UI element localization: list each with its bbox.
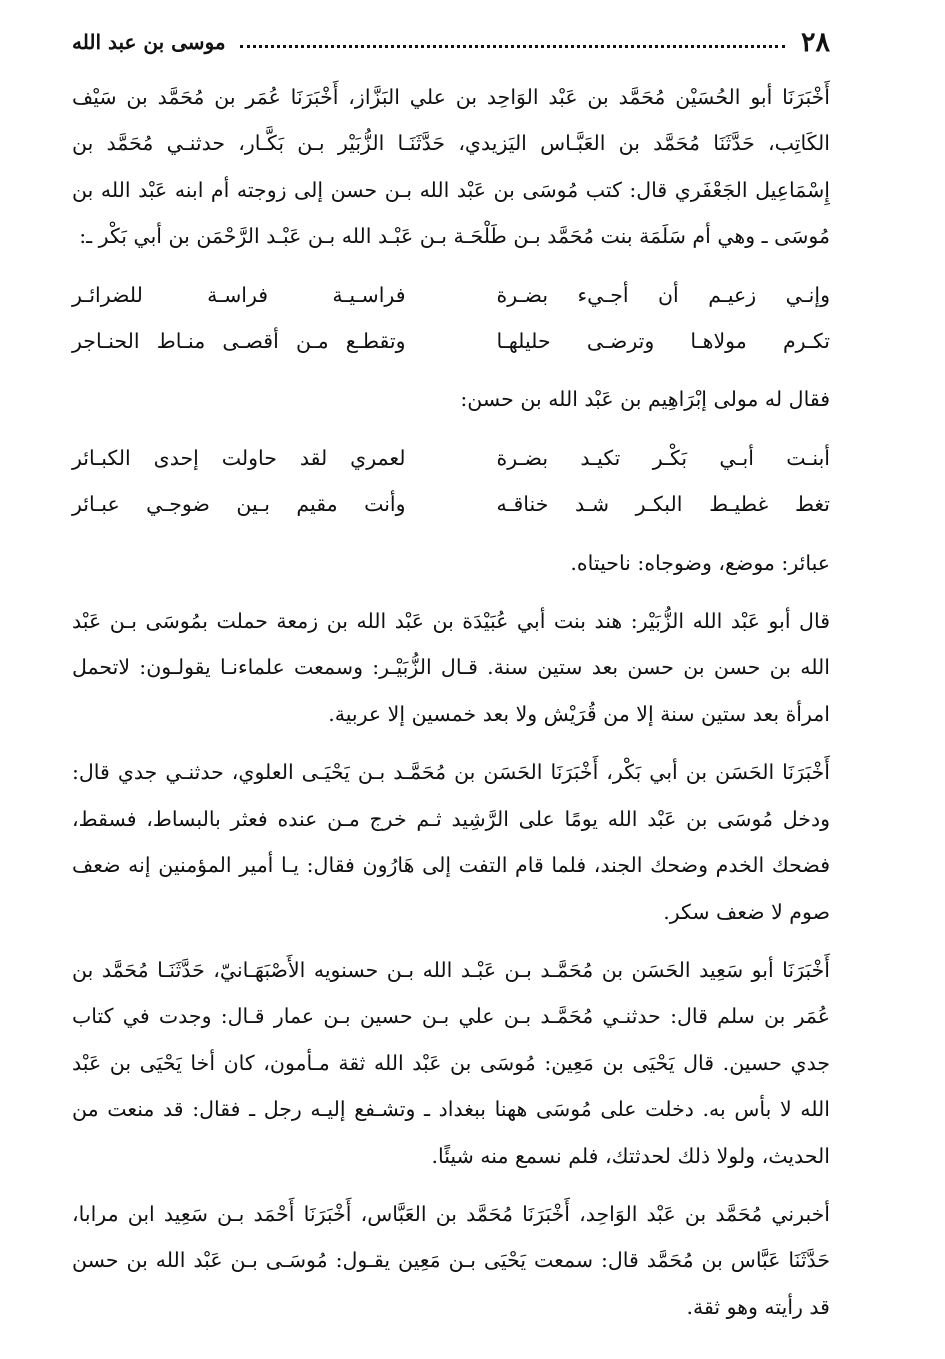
verse-line	[72, 272, 830, 318]
verse-line	[72, 481, 830, 527]
paragraph-4: أَخْبَرَنَا الحَسَن بن أبي بَكْر، أَخْبَرَنَا الحَسَن بن مُحَمَّـد بـن يَحْيَـى العلوي، حدثنـي جدي قال: ودخل مُوسَى بن عَبْد الله يومًا على الرَّشِيد ثـم خرج مـن عنده فعثر بالبساط، فسقط، فضحك الخدم وضحك الجند، فلما قام التفت إلى هَارُون فقال: يـا أمير المؤمنين إنه ضعف صوم لا ضعف سكر.	[72, 760, 830, 924]
verse-line	[72, 435, 830, 481]
verse-first-hemistich: أبنـت أبـي بَكْـر تكيـد بضـرة	[496, 445, 830, 470]
header-dotted-leader	[240, 45, 785, 48]
paragraph-5: أَخْبَرَنَا أبو سَعِيد الحَسَن بن مُحَمَّـد بـن عَبْـد الله بـن حسنويه الأَصْبَهَـانيّ، حَدَّثَنَـا مُحَمَّد بن عُمَر بن سلم قال: حدثنـي مُحَمَّـد بـن علي بـن حسين بـن عمار قـال: وجدت في كتاب جدي حسين. قال يَحْيَى بن مَعِين: مُوسَى بن عَبْد الله ثقة مـأمون، كان أخا يَحْيَى بن عَبْد الله لا بأس به. دخلت على مُوسَى ههنا ببغداد ـ وتشـفع إليـه رجل ـ فقال: قد منعت من الحديث، ولولا ذلك لحدثتك، فلم نسمع منه شيئًا.	[72, 957, 830, 1168]
paragraph-1: أَخْبَرَنَا أبو الحُسَيْن مُحَمَّد بن عَبْد الوَاحِد بن علي البَزَّاز، أَخْبَرَنَا عُمَر بن مُحَمَّد بن سَيْف الكَاتِب، حَدَّثَنَا مُحَمَّد بن العَبَّـاس اليَزيدي، حَدَّثَنَـا الزُّبَيْر بـن بَكَّـار، حدثنـي مُحَمَّد بن إِسْمَاعِيل الجَعْفَري قال: كتب مُوسَى بن عَبْد الله بـن حسن إلى زوجته أم ابنه عَبْد الله بن مُوسَى ـ وهي أم سَلَمَة بنت مُحَمَّد بـن طَلْحَـة بـن عَبْـد الله بـن عَبْـد الرَّحْمَن بن أبي بَكْر ـ:	[72, 85, 830, 249]
poem-2	[72, 435, 830, 528]
gloss-note: عبائر: موضع، وضوجاه: ناحيتاه.	[570, 550, 830, 575]
running-title: موسى بن عبد الله	[72, 30, 226, 54]
page-header	[72, 20, 830, 64]
paragraph-3: قال أبو عَبْد الله الزُّبَيْر: هند بنت أبي عُبَيْدَة بن عَبْد الله بن زمعة حملت بمُوسَى بـن عَبْد الله بن حسن بن حسن بعد ستين سنة. قـال الزُّبَيْـر: وسمعت علماءنـا يقولـون: لاتحمل امرأة بعد ستين سنة إلا من قُرَيْش ولا بعد خمسين إلا عربية.	[72, 609, 830, 726]
page-number: ٢٨	[800, 26, 830, 58]
poem-1	[72, 272, 830, 365]
verse-second-hemistich: وأنت مقيم بـين ضوجـي عبـائر	[72, 492, 406, 517]
verse-second-hemistich: لعمري لقد حاولت إحدى الكبـائر	[72, 445, 406, 470]
verse-first-hemistich: وإنـي زعيـم أن أجـيء بضـرة	[496, 282, 830, 307]
verse-first-hemistich: تكـرم مولاهـا وترضـى حليلهـا	[496, 329, 830, 354]
paragraph-6: أخبرني مُحَمَّد بن عَبْد الوَاحِد، أَخْبَرَنَا مُحَمَّد بن العَبَّاس، أَخْبَرَنَا أَحْمَد بـن سَعِيد ابن مرابا، حَدَّثَنَا عَبَّاس بن مُحَمَّد قال: سمعت يَحْيَى بـن مَعِين يقـول: مُوسَـى بـن عَبْد الله بن حسن قد رأيته وهو ثقة.	[72, 1201, 830, 1319]
verse-second-hemistich: وتقطـع مـن أقصـى منـاط الحنـاجر	[72, 329, 406, 354]
verse-line	[72, 318, 830, 364]
verse-first-hemistich: تغط غطيـط البكـر شـد خناقـه	[496, 492, 830, 517]
paragraph-2: فقال له مولى إبْرَاهِيم بن عَبْد الله بن حسن:	[460, 387, 830, 412]
verse-second-hemistich: فراسـيـة فراسـة للضرائـر	[72, 282, 406, 307]
